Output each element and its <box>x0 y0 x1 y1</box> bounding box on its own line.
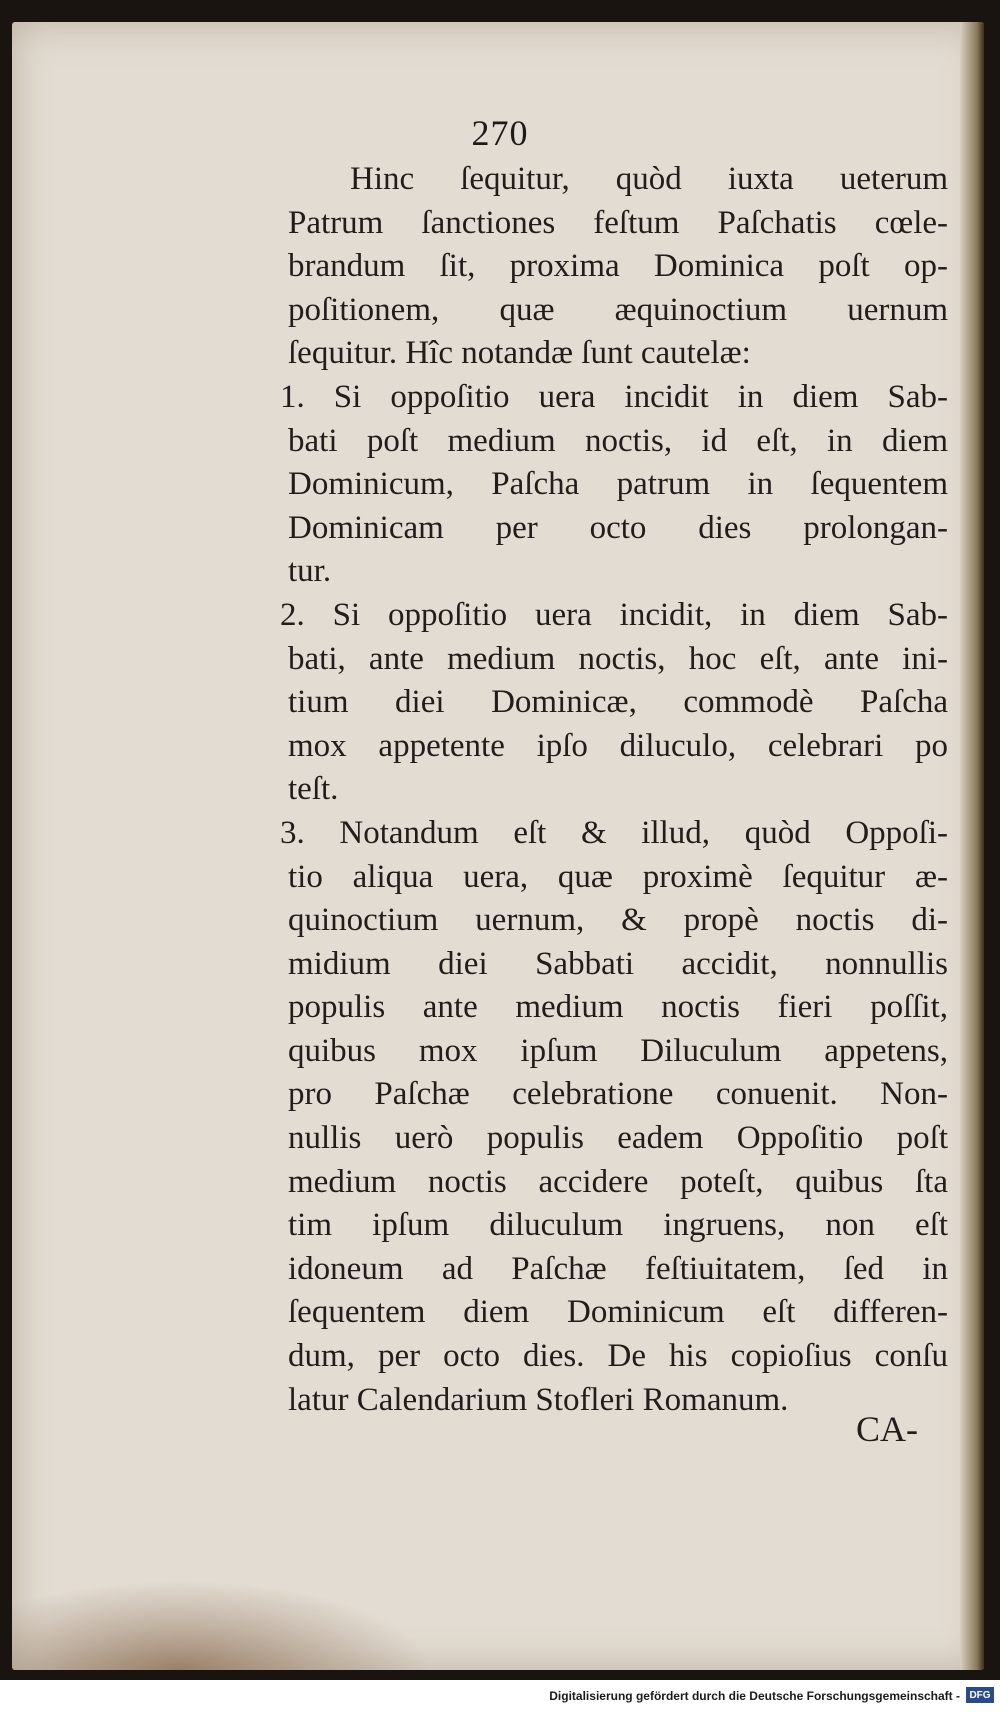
text-line: medium noctis accidere poteſt, quibus ſta <box>288 1163 948 1200</box>
text-line: latur Calendarium Stofleri Romanum. <box>288 1381 789 1418</box>
text-line: idoneum ad Paſchæ feſtiuitatem, ſed in <box>288 1250 948 1287</box>
text-line: tium diei Dominicæ, commodè Paſcha <box>288 684 948 721</box>
text-line: bati poſt medium noctis, id eſt, in diem <box>288 422 948 459</box>
text-line: Dominicum, Paſcha patrum in ſequentem <box>288 466 948 503</box>
body-text <box>280 158 948 1422</box>
text-line: Patrum ſanctiones feſtum Paſchatis cœle- <box>288 204 948 241</box>
text-line: quinoctium uernum, & propè noctis di- <box>288 902 948 939</box>
text-line: ſequitur. Hîc notandæ ſunt cautelæ: <box>288 335 751 372</box>
text-line: 2. Si oppoſitio uera incidit, in diem Sab- <box>280 596 948 633</box>
text-line: midium diei Sabbati accidit, nonnullis <box>288 945 948 982</box>
text-line: populis ante medium noctis fieri poſſit, <box>288 989 948 1026</box>
text-line: bati, ante medium noctis, hoc eſt, ante ini- <box>288 640 948 677</box>
page-number: 270 <box>471 113 529 153</box>
page-edge <box>960 22 984 1670</box>
catchword: CA- <box>856 1409 918 1449</box>
text-line: teſt. <box>288 771 339 808</box>
text-line: tim ipſum diluculum ingruens, non eſt <box>288 1207 948 1244</box>
text-line: Hinc ſequitur, quòd iuxta ueterum <box>350 161 948 197</box>
text-line: tur. <box>288 553 332 590</box>
text-line: nullis uerò populis eadem Oppoſitio poſt <box>288 1120 948 1157</box>
water-stain <box>12 1580 432 1670</box>
text-line: mox appetente ipſo diluculo, celebrari po <box>288 727 948 764</box>
text-line: poſitionem, quæ æquinoctium uernum <box>288 291 948 328</box>
text-line: Dominicam per octo dies prolongan- <box>288 509 948 546</box>
funding-credit: Digitalisierung gefördert durch die Deutsche Forschungsgemeinschaft - <box>549 1689 960 1703</box>
text-line: ſequentem diem Dominicum eſt differen- <box>288 1294 948 1331</box>
text-line: quibus mox ipſum Diluculum appetens, <box>288 1032 948 1069</box>
text-line: dum, per octo dies. De his copioſius conſu <box>288 1338 948 1375</box>
text-line: 1. Si oppoſitio uera incidit in diem Sab- <box>280 378 948 415</box>
dfg-logo: DFG <box>966 1687 994 1703</box>
text-line: tio aliqua uera, quæ proximè ſequitur æ- <box>288 858 948 895</box>
text-line: 3. Notandum eſt & illud, quòd Oppoſi- <box>280 814 948 851</box>
text-line: brandum ſit, proxima Dominica poſt op- <box>288 248 948 285</box>
text-line: pro Paſchæ celebratione conuenit. Non- <box>288 1076 948 1113</box>
footer-bar <box>0 1680 1000 1712</box>
